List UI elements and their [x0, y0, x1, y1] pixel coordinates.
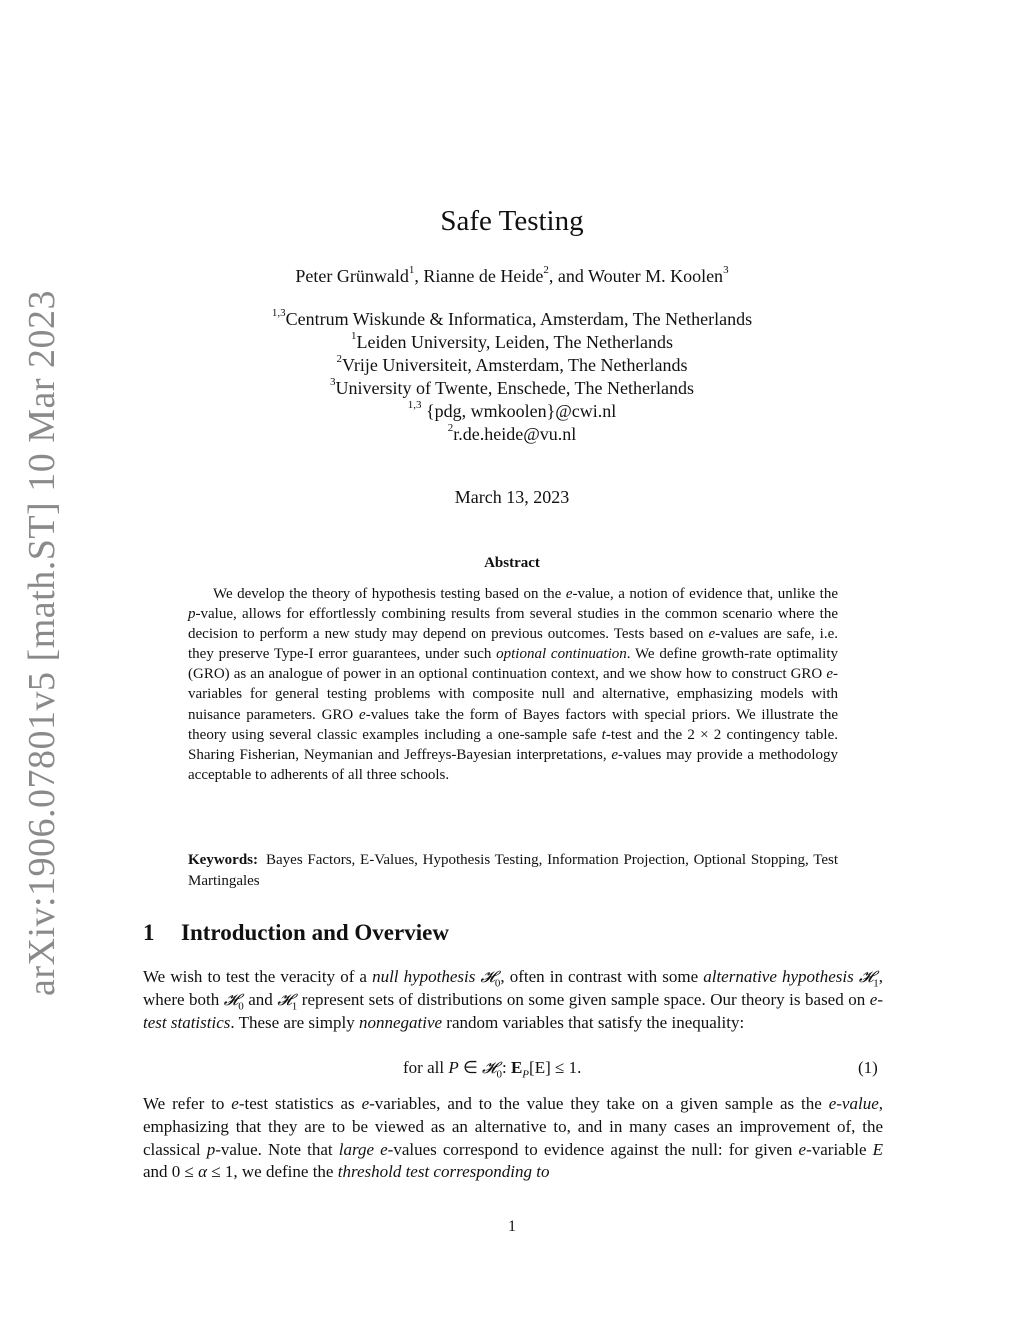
intro-paragraph-2: We refer to e-test statistics as e-variables, and to the value they take on a given sample as the e-value, emphasizing that they are to be viewed as an alternative to, and in many cases an improvement of, the classical p-value. Note that large e-values correspond to evidence against the null: for given e-variable E and 0 ≤ α ≤ 1, we define the threshold test corresponding to	[143, 1094, 883, 1182]
page-number: 1	[508, 1218, 516, 1235]
section-title: Introduction and Overview	[181, 920, 449, 945]
section-heading	[143, 920, 449, 946]
paper-title: Safe Testing	[440, 205, 584, 237]
affiliation-vu: $^2$Vrije Universiteit, Amsterdam, The Netherlands	[336, 353, 688, 375]
keywords-text: Bayes Factors, E-Values, Hypothesis Testing, Information Projection, Optional Stopping, Test Martingales	[188, 852, 838, 889]
affiliation-cwi: $^{1,3}$Centrum Wiskunde & Informatica, Amsterdam, The Netherlands	[271, 307, 753, 329]
keywords	[188, 850, 838, 891]
author-koolen: Wouter M. Koolen	[588, 266, 724, 286]
author-grunwald: Peter Grünwald	[295, 266, 409, 286]
equation-number: (1)	[858, 1058, 878, 1077]
email-vu: $^2$r.de.heide@vu.nl	[447, 422, 577, 444]
author-de-heide: Rianne de Heide	[423, 266, 544, 286]
affiliation-leiden: $^1$Leiden University, Leiden, The Netherlands	[351, 330, 673, 352]
section-number: 1	[143, 920, 155, 945]
arxiv-id: arXiv:1906.07801v5 [math.ST] 10 Mar 2023	[21, 289, 63, 996]
abstract-text: We develop the theory of hypothesis testing based on the e-value, a notion of evidence that, unlike the p-value, allows for effortlessly combining results from several studies in the common scenario where the decision to perform a new study may depend on previous outcomes. Tests based on e-values are safe, i.e. they preserve Type-I error guarantees, under such optional continuation. We define growth-rate optimality (GRO) as an analogue of power in an optional continuation context, and we show how to construct GRO e-variables for general testing problems with composite null and alternative, emphasizing models with nuisance parameters. GRO e-values take the form of Bayes factors with special priors. We illustrate the theory using several classic examples including a one-sample safe t-test and the 2 × 2 contingency table. Sharing Fisherian, Neymanian and Jeffreys-Bayesian interpretations, e-values may provide a methodology acceptable to adherents of all three schools.	[188, 586, 839, 783]
email-cwi: $^{1,3}$ {pdg, wmkoolen}@cwi.nl	[407, 399, 617, 421]
affiliation-twente: $^3$University of Twente, Enschede, The Netherlands	[330, 376, 694, 398]
abstract-heading: Abstract	[484, 555, 540, 571]
equation-body: for all P ∈ 𝓗$_0$: $E_P[E] \le 1$.	[403, 1058, 582, 1081]
keywords-label: Keywords:	[188, 852, 258, 868]
intro-paragraph-1: We wish to test the veracity of a null hypothesis 𝓗$_0$, often in contrast with some alternative hypothesis 𝓗$_1$, where both 𝓗$_0$ and 𝓗$_1$ represent sets of distributions on some given sample space. Our theory is based on e-test statistics. These are simply nonnegative random variables that satisfy the inequality:	[143, 967, 884, 1032]
paper-date: March 13, 2023	[454, 487, 570, 507]
author-list: Peter Grünwald$^1$, Rianne de Heide$^2$, and Wouter M. Koolen$^3$	[295, 264, 729, 286]
